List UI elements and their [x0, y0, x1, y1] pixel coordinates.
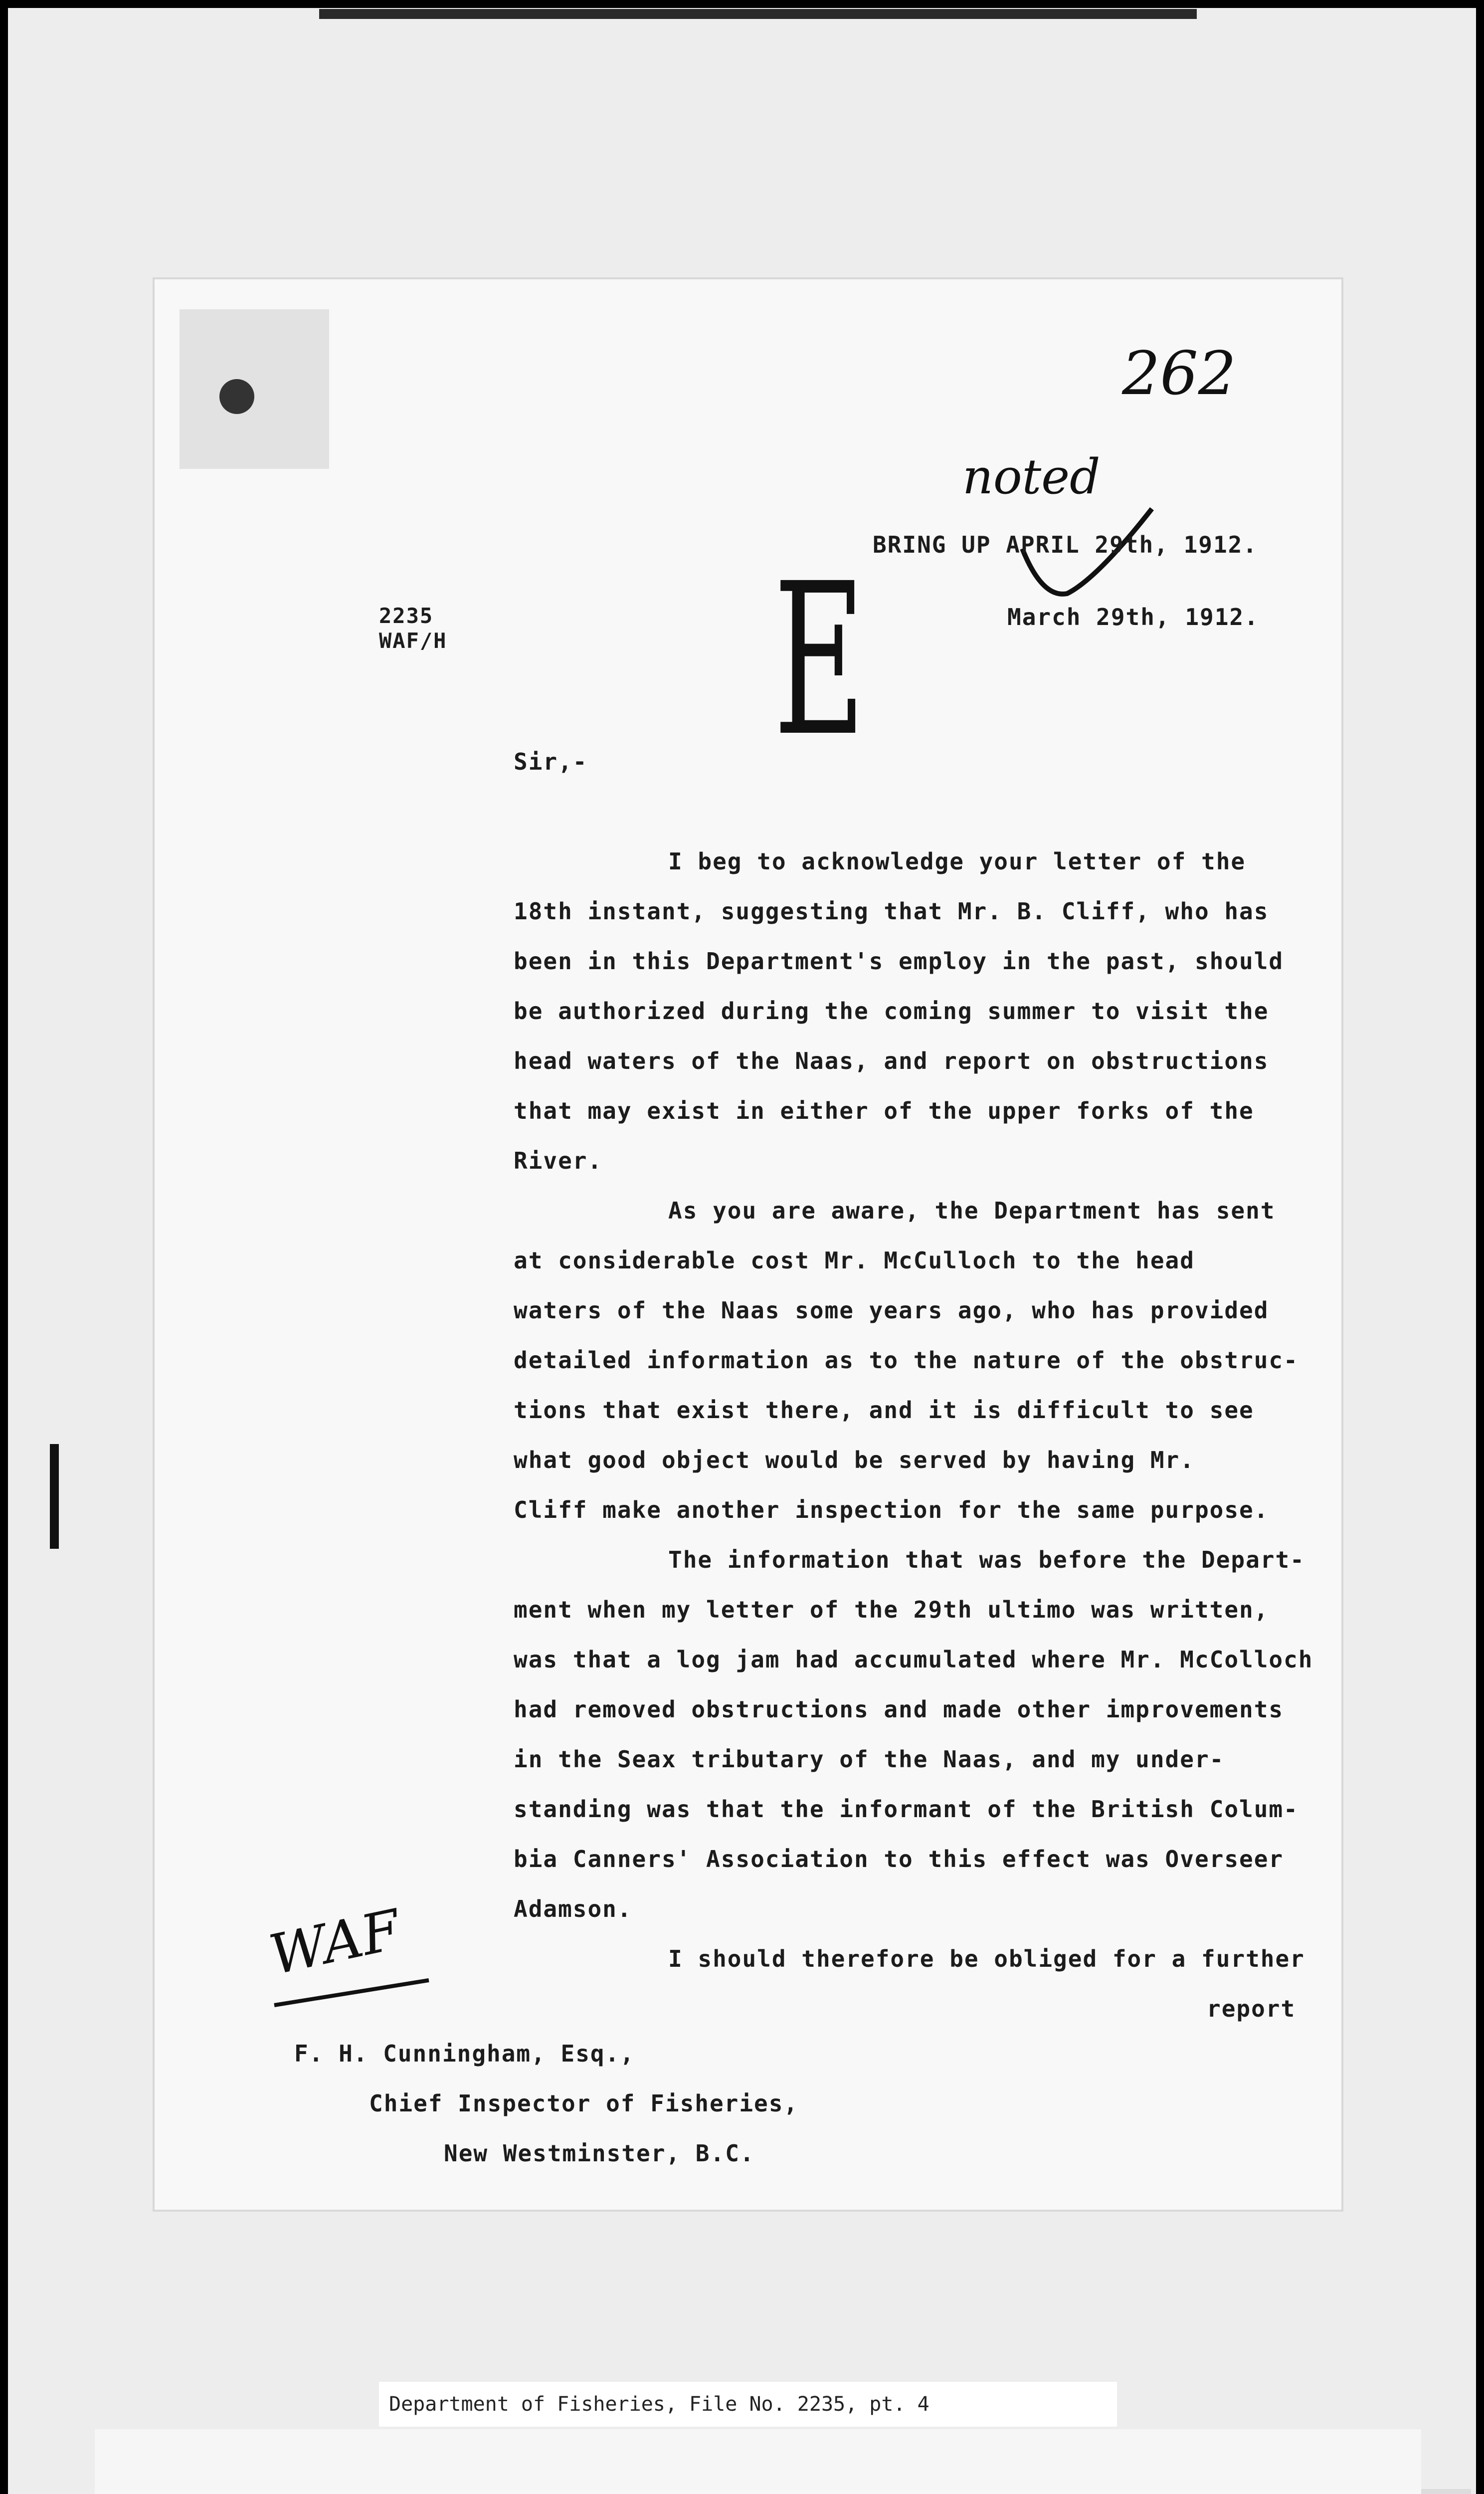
body-line: in the Seax tributary of the Naas, and my under- [514, 1746, 1225, 1773]
body-line: detailed information as to the nature of the obstruc- [514, 1347, 1298, 1374]
body-line: what good object would be served by having Mr. [514, 1447, 1195, 1473]
body-line: ment when my letter of the 29th ultimo was written, [514, 1596, 1269, 1623]
signature-initials: WAF [264, 1897, 406, 1987]
body-line: was that a log jam had accumulated where Mr. McColloch [514, 1646, 1313, 1673]
letter-date: March 29th, 1912. [1007, 604, 1259, 630]
salutation: Sir,- [514, 748, 588, 775]
body-line: Cliff make another inspection for the same purpose. [514, 1496, 1269, 1523]
card-edge-right [1421, 2489, 1471, 2494]
top-edge-strip [319, 9, 1197, 19]
body-line: be authorized during the coming summer to visit the [514, 998, 1269, 1025]
bring-up-line: BRING UP APRIL 29th, 1912. [873, 531, 1258, 558]
noted-annotation: noted [962, 449, 1101, 505]
signature-underline [269, 1970, 439, 2015]
body-line: tions that exist there, and it is difficult to see [514, 1397, 1254, 1424]
body-line: head waters of the Naas, and report on obstructions [514, 1047, 1269, 1074]
archive-card [95, 2429, 1421, 2494]
body-line: River. [514, 1147, 603, 1174]
handwritten-e-mark: E [773, 539, 866, 783]
body-line: that may exist in either of the upper forks of the [514, 1097, 1254, 1124]
body-line: As you are aware, the Department has sent [668, 1197, 1276, 1224]
folio-number: 262 [1122, 339, 1237, 409]
body-line: report [1207, 1995, 1296, 2022]
body-line: waters of the Naas some years ago, who has provided [514, 1297, 1269, 1324]
body-line: bia Canners' Association to this effect was Overseer [514, 1846, 1284, 1872]
margin-bar [50, 1444, 59, 1549]
body-line: at considerable cost Mr. McCulloch to the head [514, 1247, 1195, 1274]
body-line: standing was that the informant of the British Colum- [514, 1796, 1298, 1823]
file-reference-label: Department of Fisheries, File No. 2235, pt. 4 [379, 2382, 1117, 2427]
file-initials: WAF/H [379, 628, 447, 653]
body-line: Adamson. [514, 1895, 632, 1922]
letter-page [155, 279, 1341, 2210]
punch-hole [219, 379, 254, 414]
addressee-name: F. H. Cunningham, Esq., [294, 2040, 635, 2067]
body-line: I should therefore be obliged for a further [668, 1945, 1305, 1972]
addressee-location: New Westminster, B.C. [444, 2140, 755, 2167]
punch-hole-area [180, 309, 329, 469]
addressee-title: Chief Inspector of Fisheries, [369, 2090, 799, 2117]
body-line: I beg to acknowledge your letter of the [668, 848, 1246, 875]
body-line: been in this Department's employ in the past, should [514, 948, 1284, 975]
body-line: 18th instant, suggesting that Mr. B. Cliff, who has [514, 898, 1269, 925]
body-line: had removed obstructions and made other improvements [514, 1696, 1284, 1723]
body-line: The information that was before the Depart- [668, 1546, 1305, 1573]
file-reference: 2235 [379, 604, 434, 628]
